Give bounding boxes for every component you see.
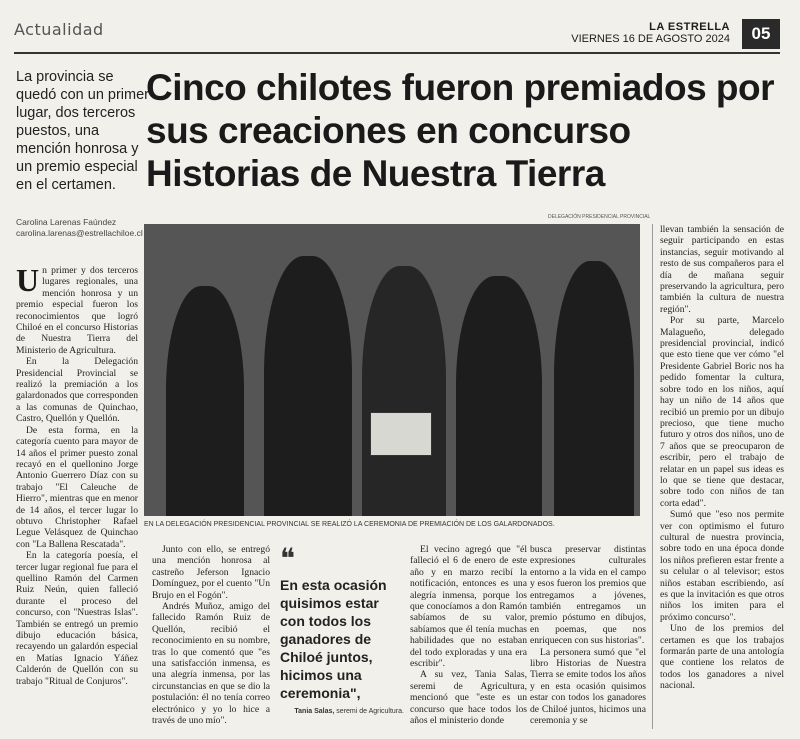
paragraph: llevan también la sensación de seguir participando en estas instancias, seguir motivando al resto de sus compañeros para el día de mañana seguir preservando la agricultura, pero también la cultura de nuestra región". [660, 224, 784, 315]
paragraph: Sumó que "eso nos permite ver con optimismo el futuro cultural de nuestra provincia, sobre todo en una época donde los niños prefieren estar frente a su celular o al televisor; estos niños estaban escribiendo, así es que la invitación es que otros niños los imiten para el próximo concurso". [660, 509, 784, 623]
pull-quote-attribution: Tania Salas, seremi de Agricultura. [294, 708, 404, 715]
paragraph: Por su parte, Marcelo Malagueño, delegado presidencial provincial, indicó que esto tiene que ver cómo "el Presidente Gabriel Boric nos ha pedido fomentar la cultura, sobre todo en los niños, aquí hay un niño de 14 años que recibió un premio por un dibujo precioso, que tiene mucho futuro y otros dos niños, uno de 7 años que se preocuparon de escribir, pero el trabajo de relatar en un papel sus ideas es lo que se tiene que destacar, sobre todo con niños de tan corta edad". [660, 315, 784, 509]
photo-figure [166, 286, 244, 516]
photo-figure [362, 266, 446, 516]
drop-cap: U [16, 262, 40, 298]
paragraph: Andrés Muñoz, amigo del fallecido Ramón Ruiz de Quellón, recibió el reconocimiento en su nombre, tras lo que comentó que "es una satisfacción inmensa, es una alegría inmensa, por las circunstancias en que se dio la postulación: él no tenía correo electrónico y yo lo hice a través de uno mío". [152, 601, 270, 727]
photo-figure [554, 261, 634, 516]
paragraph: En la Delegación Presidencial Provincial se realizó la premiación a los galardonados que corresponden a las comunas de Quinchao, Castro, Quellón y Quellón. [16, 356, 138, 425]
photo-figure [264, 256, 352, 516]
photo-caption: EN LA DELEGACIÓN PRESIDENCIAL PROVINCIAL SE REALIZÓ LA CEREMONIA DE PREMIACIÓN DE LOS GALARDONADOS. [144, 521, 555, 528]
page-number: 05 [742, 19, 780, 49]
publication-name: LA ESTRELLA [649, 21, 730, 33]
article-column-1 [16, 262, 138, 687]
issue-date: VIERNES 16 DE AGOSTO 2024 [571, 33, 730, 45]
column-divider [652, 224, 653, 729]
paragraph: El vecino agregó que "él falleció el 6 de enero de este año y en marzo recibí la notificación, entonces es una alegría inmensa, porque los que conocíamos a don Ramón sabíamos de su valor, sabíamos que él tenía muchas habilidades que no estaban del todo exploradas y una era escribir". [410, 544, 527, 670]
certificate-image [370, 412, 432, 456]
byline [16, 217, 143, 239]
paragraph: Uno de los premios del certamen es que los trabajos formarán parte de una antología que contiene los relatos de todos los ganadores a nivel nacional. [660, 623, 784, 692]
paragraph: En la categoría poesía, el tercer lugar regional fue para el quellino Ramón del Carmen Ruiz Neún, quien falleció durante el proceso del concurso, con "Nuestras Islas". También se entregó un premio dibujo educación básica, recayendo un galardón especial en Matías Ignacio Yáñez Calderón de Quellón con su trabajo "Ritual de Conjuros". [16, 550, 138, 687]
quote-marks-icon: ❝ [280, 543, 296, 574]
pull-quote-text: En esta ocasión quisimos estar con todos los ganadores de Chiloé juntos, hicimos una ceremonia", [280, 577, 387, 701]
masthead [571, 21, 730, 45]
section-label: Actualidad [14, 20, 104, 39]
paragraph: Junto con ello, se entregó una mención honrosa al castreño Jeferson Ignacio Domínguez, por el cuento "Un Brujo en el Fogón". [152, 544, 270, 601]
photo-credit: DELEGACIÓN PRESIDENCIAL PROVINCIAL [548, 214, 651, 220]
article-deck: La provincia se quedó con un primer lugar, dos terceros puestos, una mención honrosa y un premio especial en el certamen. [16, 69, 149, 193]
article-headline: Cinco chilotes fueron premiados por sus creaciones en concurso Historias de Nuestra Tierra [146, 67, 775, 194]
paragraph: La personera sumó que "el libro Historias de Nuestra Tierra se emite todos los años y en esta ocasión quisimos estar con todos los ganadores de Chiloé juntos, hicimos una ceremonia y se [530, 646, 646, 727]
pull-quote [280, 543, 404, 715]
paragraph: Un primer y dos terceros lugares regionales, una mención honrosa y un premio especial fueron los reconocimientos que logró Chiloé en el concurso Historias de Nuestra Tierra del Ministerio de Agricultura. [16, 262, 138, 356]
article-column-3 [410, 544, 527, 727]
paragraph: busca preservar distintas expresiones culturales entorno a la vida en el campo y esos fueron los premios que entregamos a jóvenes, también entregamos un premio póstumo en dibujos, en poemas, que nos enriquecen con sus historias". [530, 544, 646, 647]
author-name: Carolina Larenas Faúndez [16, 217, 117, 227]
article-column-4 [530, 544, 646, 727]
article-photo [144, 224, 640, 516]
photo-figure [456, 276, 542, 516]
header-rule [14, 52, 780, 54]
paragraph: De esta forma, en la categoría cuento para mayor de 14 años el primer puesto zonal recayó en el quellonino Jorge Antonio Guerrero Díaz con su trabajo "El Caleuche de Hierro", mientras que en menor de 14 años, el tercer lugar lo obtuvo Christopher Rafael Legue Velásquez de Quinchao con "La Ballena Rescatada". [16, 424, 138, 550]
author-email: carolina.larenas@estrellachiloe.cl [16, 228, 143, 238]
article-column-2 [152, 544, 270, 727]
article-column-5 [660, 224, 784, 692]
paragraph: A su vez, Tania Salas, seremi de Agricultura, mencionó que "este es un concurso que hace todos los años el ministerio donde [410, 669, 527, 727]
